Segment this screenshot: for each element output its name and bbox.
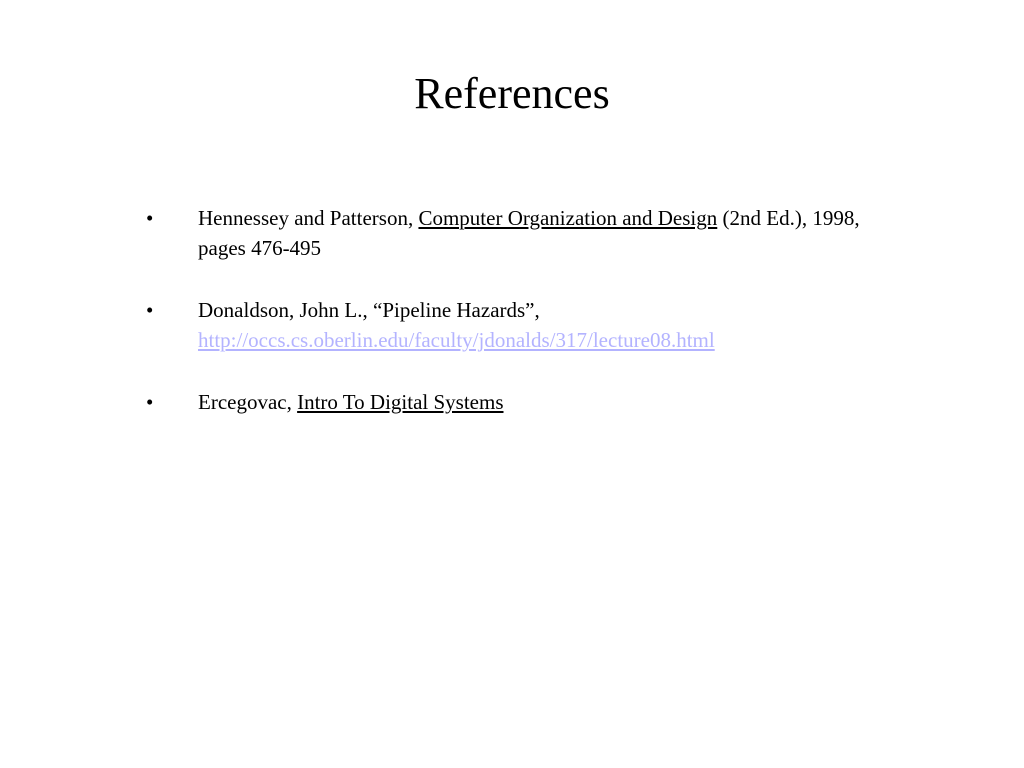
- reference-text: [198, 387, 896, 417]
- bullet-icon: •: [146, 390, 154, 414]
- reference-book-title: Intro To Digital Systems: [297, 390, 504, 414]
- reference-text: [198, 295, 896, 355]
- reference-details: (2nd Ed.), 1998, pages 476-495: [198, 206, 860, 260]
- bullet-icon: •: [146, 298, 154, 322]
- page-title: References: [414, 69, 610, 118]
- bullet-icon: •: [146, 206, 154, 230]
- reference-book-title: Computer Organization and Design: [418, 206, 718, 230]
- reference-link[interactable]: http://occs.cs.oberlin.edu/faculty/jdonalds/317/lecture08.html: [198, 328, 715, 352]
- reference-authors: Ercegovac,: [198, 390, 298, 414]
- list-item: [146, 295, 896, 355]
- reference-authors: Donaldson, John L., “Pipeline Hazards”,: [198, 298, 540, 322]
- reference-authors: Hennessey and Patterson,: [198, 206, 419, 230]
- list-item: [146, 387, 896, 417]
- list-item: [146, 203, 896, 263]
- reference-text: [198, 203, 896, 263]
- reference-list: [146, 203, 896, 449]
